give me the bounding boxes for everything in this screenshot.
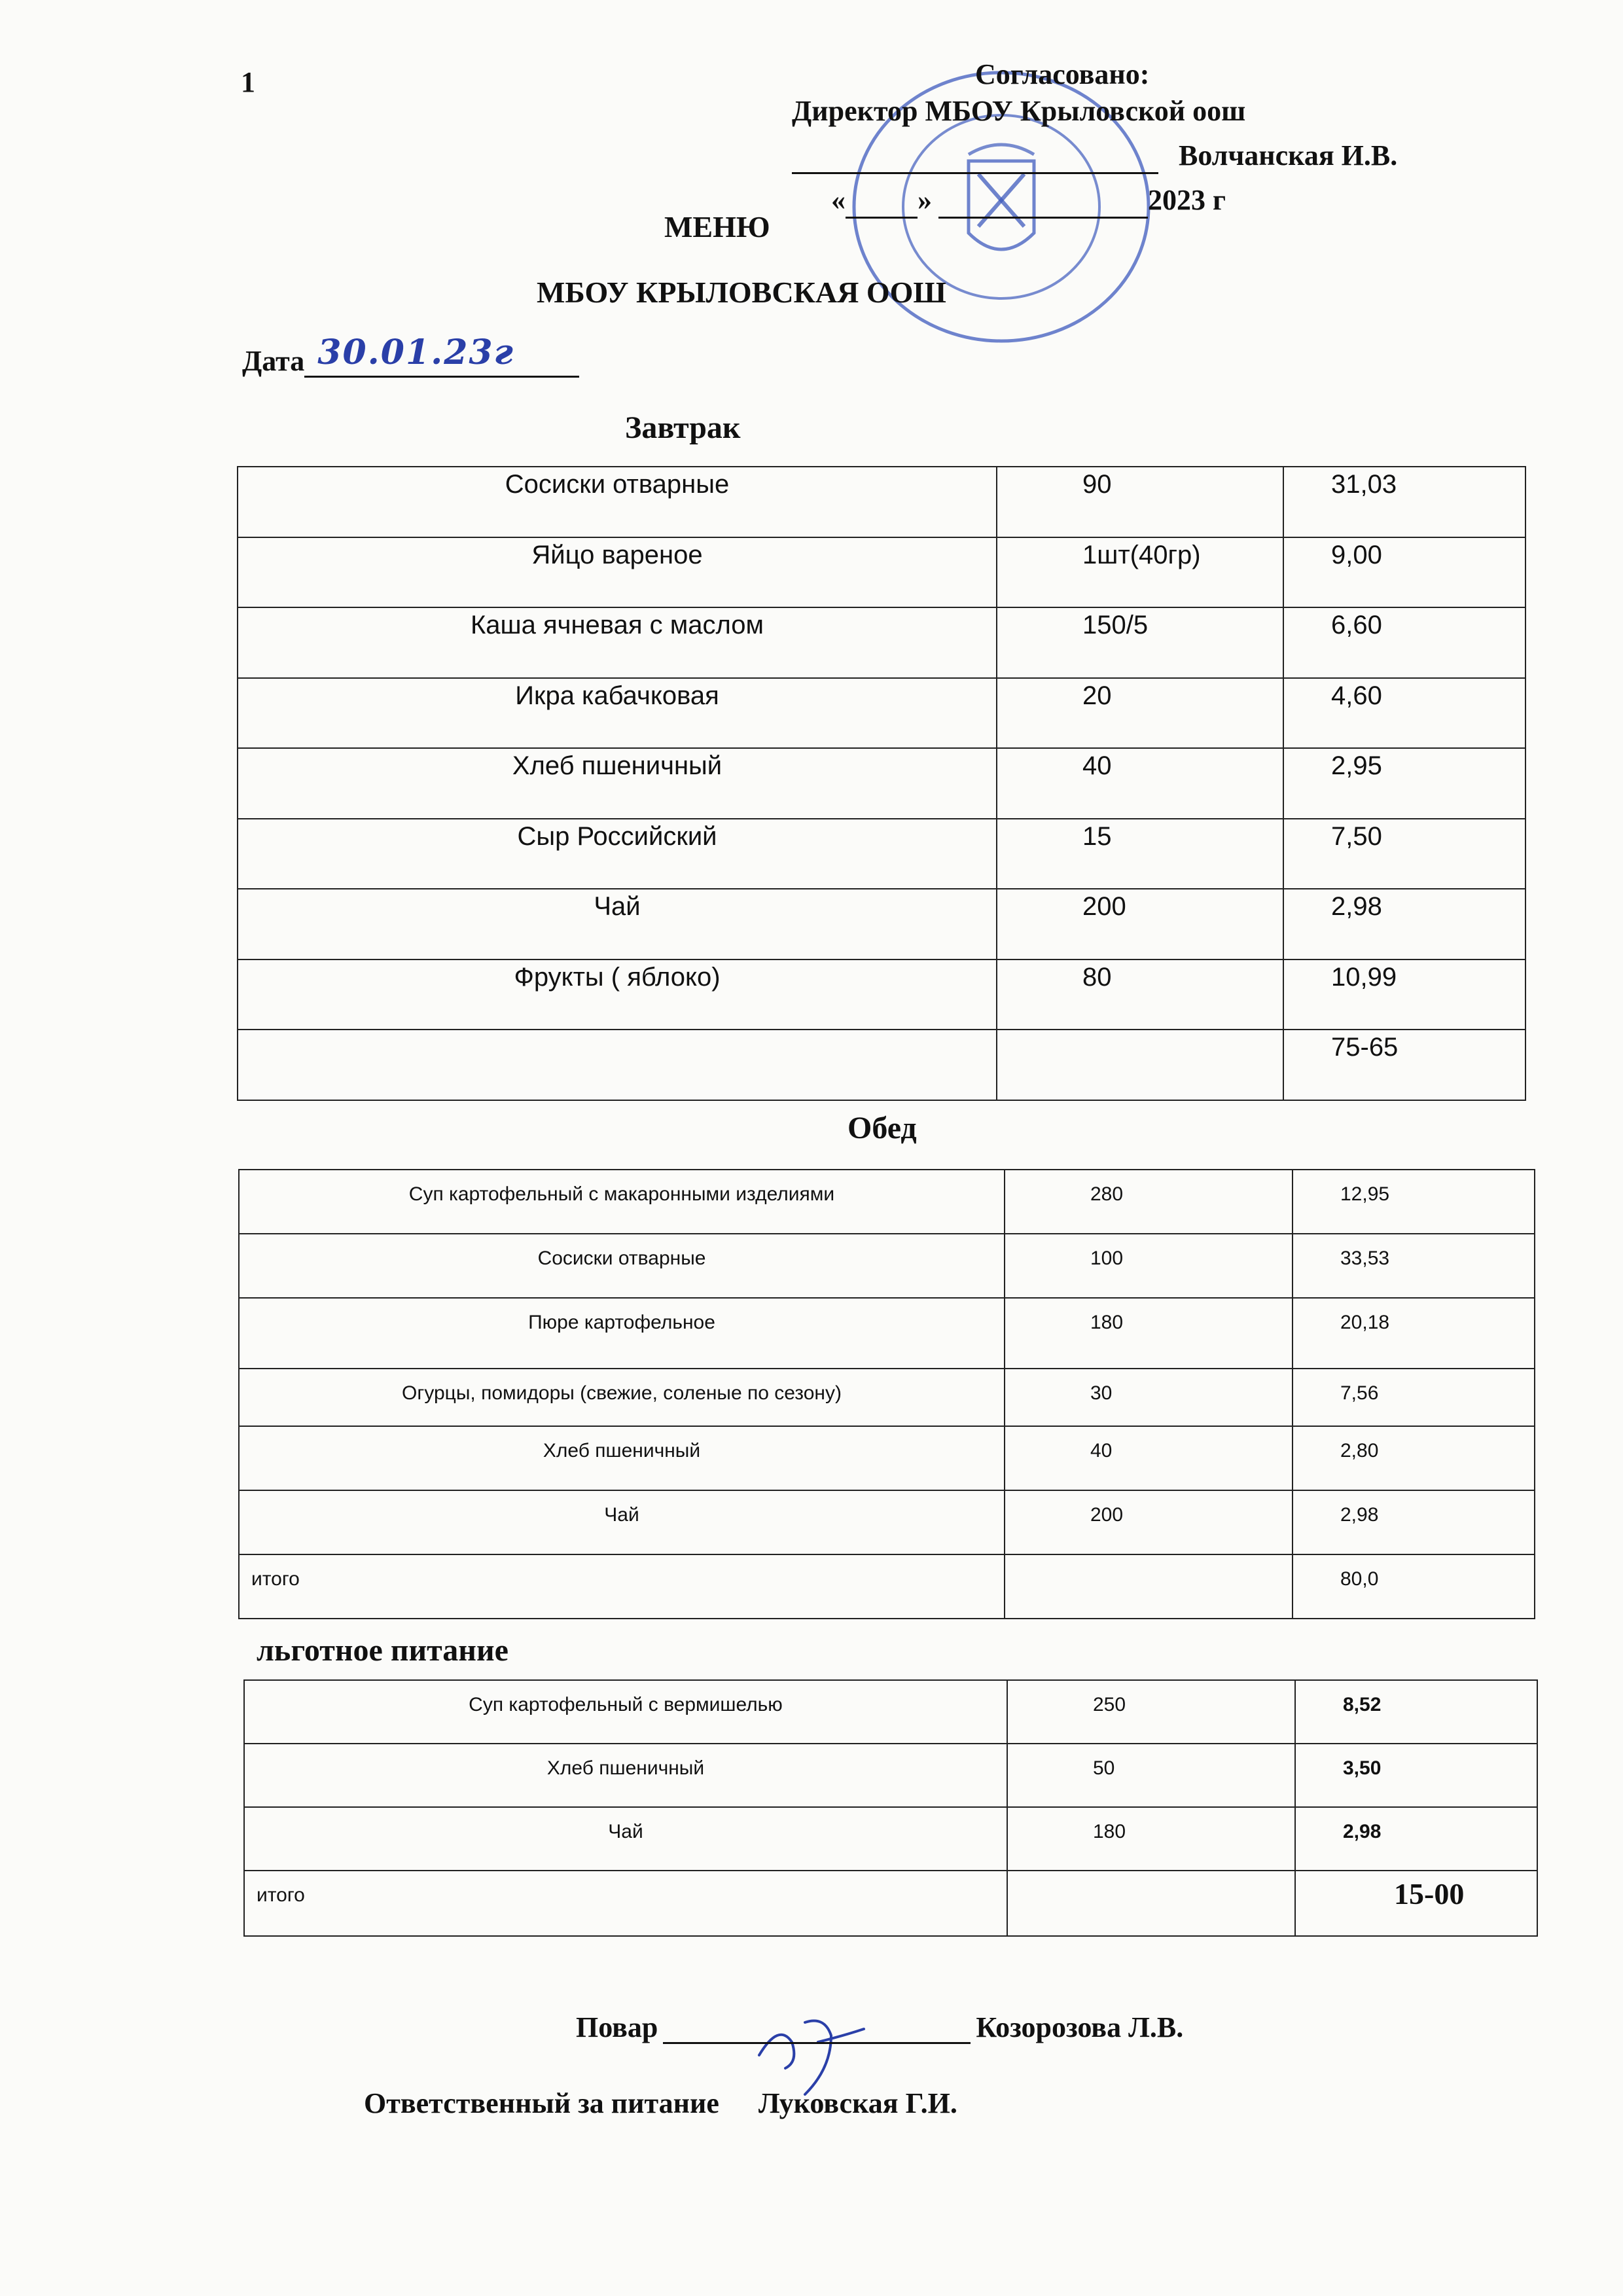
dish-price: 9,00 [1283,537,1525,608]
cook-row [576,2011,1183,2044]
dish-price: 7,56 [1293,1369,1535,1426]
dish-price: 33,53 [1293,1234,1535,1298]
dish-weight: 200 [997,889,1283,960]
approval-year: 2023 г [1148,184,1226,216]
approval-heading: Согласовано: [975,58,1150,90]
dish-name: Каша ячневая с маслом [238,607,997,678]
table-row [238,1030,1525,1100]
quote-open: « [831,184,846,216]
director-name: Волчанская И.В. [1179,139,1398,171]
total-label: итого [244,1871,1007,1936]
total-price: 80,0 [1293,1554,1535,1619]
dish-name: Хлеб пшеничный [244,1744,1007,1807]
page-title: МЕНЮ [664,210,770,243]
dish-name [238,1030,997,1100]
dish-weight: 30 [1005,1369,1293,1426]
dish-name: Пюре картофельное [239,1298,1005,1369]
dish-name: Суп картофельный с макаронными изделиями [239,1170,1005,1234]
lunch-table [238,1169,1535,1619]
dish-price: 6,60 [1283,607,1525,678]
breakfast-heading: Завтрак [625,410,741,445]
quote-close: » [918,184,932,216]
dish-name: Чай [239,1490,1005,1554]
dish-weight: 40 [1005,1426,1293,1490]
date-field [304,332,579,378]
table-row [244,1807,1537,1871]
cook-signature-line [663,2013,971,2044]
dish-name: Суп картофельный с вермишелью [244,1680,1007,1744]
table-row [239,1426,1535,1490]
dish-price: 12,95 [1293,1170,1535,1234]
dish-name: Икра кабачковая [238,678,997,749]
benefit-heading: льготное питание [257,1633,508,1668]
dish-name: Огурцы, помидоры (свежие, соленые по сезону) [239,1369,1005,1426]
dish-name: Сыр Российский [238,819,997,889]
dish-weight: 180 [1007,1807,1295,1871]
month-line [938,188,1148,219]
dish-price: 2,95 [1283,748,1525,819]
breakfast-table [237,466,1526,1101]
dish-price: 75-65 [1283,1030,1525,1100]
dish-weight: 280 [1005,1170,1293,1234]
dish-name: Хлеб пшеничный [238,748,997,819]
table-row [238,889,1525,960]
total-price: 15-00 [1295,1871,1537,1936]
dish-weight: 15 [997,819,1283,889]
responsible-row [364,2087,957,2120]
table-row [238,748,1525,819]
dish-price: 4,60 [1283,678,1525,749]
date-handwritten: 30.01.23г [317,332,514,372]
dish-name: Чай [244,1807,1007,1871]
table-row [239,1234,1535,1298]
dish-name: Сосиски отварные [239,1234,1005,1298]
table-row [238,960,1525,1030]
signature-line [792,143,1158,174]
dish-weight: 40 [997,748,1283,819]
empty-cell [1005,1554,1293,1619]
dish-price: 2,98 [1293,1490,1535,1554]
table-row [238,537,1525,608]
page-number: 1 [241,66,255,98]
dish-name: Фрукты ( яблоко) [238,960,997,1030]
table-row [244,1680,1537,1744]
approval-position: Директор МБОУ Крыловской оош [792,95,1246,127]
dish-price: 3,50 [1295,1744,1537,1807]
dish-price: 10,99 [1283,960,1525,1030]
dish-price: 2,80 [1293,1426,1535,1490]
total-row [239,1554,1535,1619]
dish-name: Яйцо вареное [238,537,997,608]
dish-weight: 90 [997,467,1283,537]
benefit-table [243,1679,1538,1937]
dish-price: 20,18 [1293,1298,1535,1369]
dish-name: Чай [238,889,997,960]
approval-date-row [831,182,1226,219]
responsible-name: Луковская Г.И. [758,2087,957,2119]
day-line [846,188,918,219]
dish-weight: 200 [1005,1490,1293,1554]
dish-weight: 150/5 [997,607,1283,678]
date-row [242,332,579,378]
school-name: МБОУ КРЫЛОВСКАЯ ООШ [537,276,946,309]
table-row [239,1369,1535,1426]
table-row [239,1490,1535,1554]
dish-price: 2,98 [1295,1807,1537,1871]
dish-weight: 1шт(40гр) [997,537,1283,608]
dish-price: 7,50 [1283,819,1525,889]
table-row [239,1170,1535,1234]
dish-weight: 100 [1005,1234,1293,1298]
table-row [238,819,1525,889]
table-row [239,1298,1535,1369]
cook-name: Козорозова Л.В. [976,2011,1184,2043]
dish-name: Хлеб пшеничный [239,1426,1005,1490]
dish-price: 31,03 [1283,467,1525,537]
table-row [238,467,1525,537]
dish-price: 2,98 [1283,889,1525,960]
dish-weight [997,1030,1283,1100]
dish-weight: 80 [997,960,1283,1030]
dish-weight: 250 [1007,1680,1295,1744]
table-row [244,1744,1537,1807]
table-row [238,607,1525,678]
total-label: итого [239,1554,1005,1619]
approval-signature-row [792,137,1446,174]
dish-name: Сосиски отварные [238,467,997,537]
table-row [238,678,1525,749]
date-label: Дата [242,345,305,377]
dish-weight: 50 [1007,1744,1295,1807]
cook-label: Повар [576,2011,658,2043]
total-row [244,1871,1537,1936]
lunch-heading: Обед [847,1111,917,1145]
dish-weight: 20 [997,678,1283,749]
empty-cell [1007,1871,1295,1936]
dish-price: 8,52 [1295,1680,1537,1744]
dish-weight: 180 [1005,1298,1293,1369]
responsible-label: Ответственный за питание [364,2087,719,2119]
